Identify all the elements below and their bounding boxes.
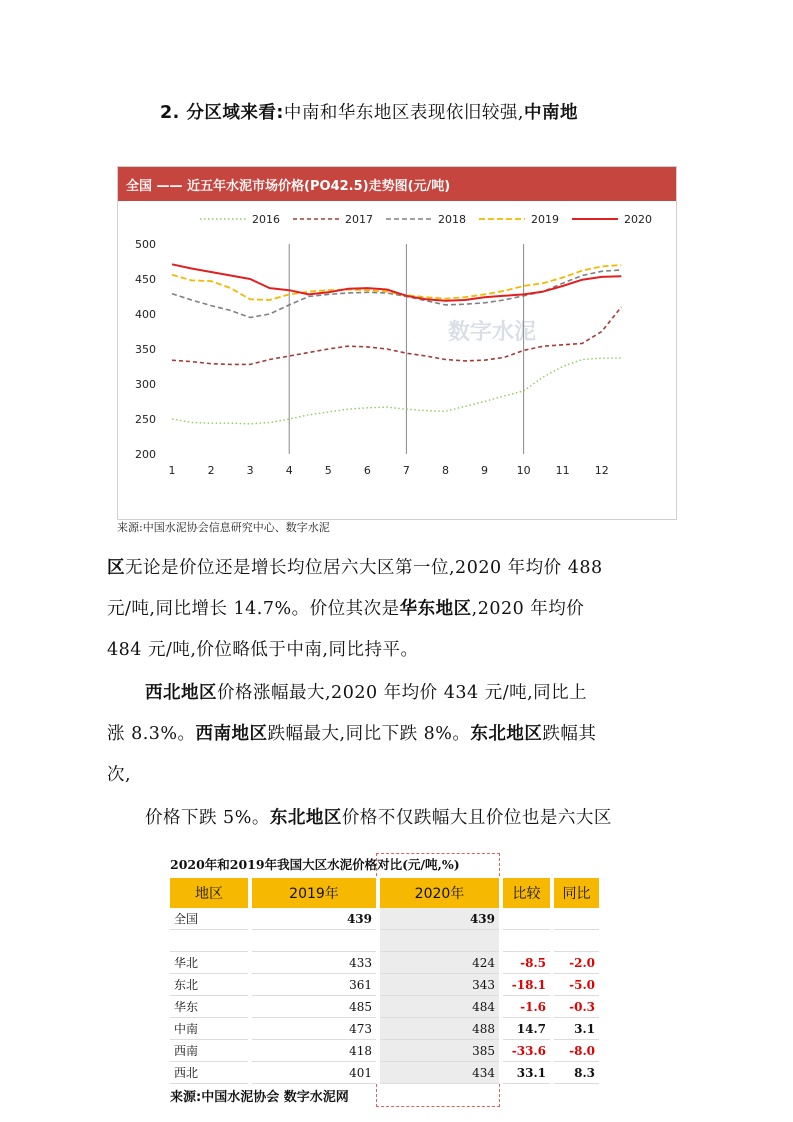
yoy-cell: -2.0 — [552, 952, 601, 974]
series-line-2017 — [172, 307, 621, 364]
legend-label-2016: 2016 — [252, 213, 280, 226]
p2-text-2c: 跌幅其 — [542, 724, 597, 744]
section-heading — [160, 101, 578, 125]
value-2020-cell: 488 — [378, 1018, 501, 1040]
yoy-cell: -0.3 — [552, 996, 601, 1018]
diff-cell: -8.5 — [501, 952, 552, 974]
yoy-cell: 3.1 — [552, 1018, 601, 1040]
legend-label-2018: 2018 — [438, 213, 466, 226]
p1-text-2a: 元/吨,同比增长 14.7%。价位其次是 — [107, 599, 400, 619]
value-2020-cell: 439 — [378, 908, 501, 930]
y-tick-label: 250 — [135, 413, 156, 426]
table-source: 来源:中国水泥协会 数字水泥网 — [170, 1090, 349, 1105]
y-tick-label: 300 — [135, 378, 156, 391]
paragraph-3 — [145, 806, 612, 830]
diff-cell — [501, 908, 552, 930]
diff-cell: 14.7 — [501, 1018, 552, 1040]
x-tick-label: 4 — [285, 464, 293, 477]
price-trend-chart — [117, 166, 677, 520]
x-tick-label: 7 — [402, 464, 410, 477]
table-row — [170, 974, 601, 996]
p3-text-b: 价格不仅跌幅大且价位也是六大区 — [341, 808, 612, 828]
paragraph-2-line-2 — [107, 722, 596, 746]
value-2019-cell: 401 — [250, 1062, 378, 1084]
region-cell: 中南 — [170, 1018, 250, 1040]
header-2020: 2020年 — [378, 878, 501, 908]
chart-source: 来源:中国水泥协会信息研究中心、数字水泥 — [117, 521, 330, 534]
x-tick-label: 9 — [481, 464, 489, 477]
chart-title: 全国 —— 近五年水泥市场价格(PO42.5)走势图(元/吨) — [126, 179, 451, 194]
table-row — [170, 930, 601, 952]
table-title: 2020年和2019年我国大区水泥价格对比(元/吨,%) — [170, 857, 460, 872]
paragraph-2-line-1 — [145, 681, 587, 705]
value-2019-cell: 439 — [250, 908, 378, 930]
table-row — [170, 1018, 601, 1040]
chart-title-bar — [118, 167, 676, 201]
p1-text-1: 无论是价位还是增长均位居六大区第一位,2020 年均价 488 — [125, 558, 603, 578]
value-2019-cell: 473 — [250, 1018, 378, 1040]
value-2019-cell — [250, 930, 378, 952]
y-tick-label: 350 — [135, 343, 156, 356]
series-line-2016 — [172, 358, 621, 424]
value-2020-cell: 343 — [378, 974, 501, 996]
yoy-cell — [552, 930, 601, 952]
x-tick-label: 5 — [324, 464, 332, 477]
header-diff: 比较 — [501, 878, 552, 908]
legend-label-2017: 2017 — [345, 213, 373, 226]
region-cell: 全国 — [170, 908, 250, 930]
heading-bold-tail: 中南地 — [523, 103, 578, 123]
region-cell: 西北 — [170, 1062, 250, 1084]
x-tick-label: 12 — [594, 464, 609, 477]
p2-text-3: 次, — [107, 765, 132, 785]
yoy-cell: 8.3 — [552, 1062, 601, 1084]
yoy-cell: -8.0 — [552, 1040, 601, 1062]
p1-bold-east: 华东地区 — [399, 599, 472, 619]
paragraph-2-line-3 — [107, 763, 131, 787]
value-2019-cell: 485 — [250, 996, 378, 1018]
p1-text-2b: ,2020 年均价 — [471, 599, 585, 619]
table-row — [170, 1062, 601, 1084]
paragraph-1-line-3 — [107, 638, 419, 662]
p2-text-2b: 跌幅最大,同比下跌 8%。 — [267, 724, 471, 744]
price-comparison-table — [170, 878, 603, 1084]
value-2019-cell: 418 — [250, 1040, 378, 1062]
value-2020-cell: 484 — [378, 996, 501, 1018]
value-2019-cell: 361 — [250, 974, 378, 996]
y-tick-label: 450 — [135, 273, 156, 286]
paragraph-1-line-2 — [107, 597, 584, 621]
p3-text-a: 价格下跌 5%。 — [145, 808, 270, 828]
region-cell: 西南 — [170, 1040, 250, 1062]
x-tick-label: 2 — [207, 464, 215, 477]
table-row — [170, 1040, 601, 1062]
region-cell: 华北 — [170, 952, 250, 974]
p2-bold-northeast: 东北地区 — [470, 724, 543, 744]
value-2020-cell: 385 — [378, 1040, 501, 1062]
diff-cell — [501, 930, 552, 952]
y-tick-label: 200 — [135, 448, 156, 461]
x-tick-label: 10 — [516, 464, 531, 477]
header-region: 地区 — [170, 878, 250, 908]
x-tick-label: 11 — [555, 464, 570, 477]
x-tick-label: 1 — [168, 464, 176, 477]
p2-bold-southwest: 西南地区 — [195, 724, 268, 744]
header-yoy: 同比 — [552, 878, 601, 908]
heading-prefix: 2. 分区域来看: — [160, 103, 284, 123]
diff-cell: -1.6 — [501, 996, 552, 1018]
table-body — [170, 908, 601, 1084]
x-tick-label: 3 — [246, 464, 254, 477]
paragraph-1-line-1 — [107, 556, 603, 580]
yoy-cell — [552, 908, 601, 930]
diff-cell: 33.1 — [501, 1062, 552, 1084]
y-tick-label: 400 — [135, 308, 156, 321]
legend-label-2019: 2019 — [531, 213, 559, 226]
p1-text-3: 484 元/吨,价位略低于中南,同比持平。 — [107, 640, 419, 660]
watermark-text: 数字水泥 — [448, 320, 537, 345]
p1-bold-region: 区 — [107, 558, 125, 578]
chart-plot — [118, 201, 676, 519]
p2-text-2a: 涨 8.3%。 — [107, 724, 196, 744]
table-row — [170, 908, 601, 930]
value-2020-cell: 424 — [378, 952, 501, 974]
region-cell: 华东 — [170, 996, 250, 1018]
p2-text-1: 价格涨幅最大,2020 年均价 434 元/吨,同比上 — [217, 683, 588, 703]
header-2019: 2019年 — [250, 878, 378, 908]
p3-bold-northeast: 东北地区 — [269, 808, 342, 828]
value-2020-cell: 434 — [378, 1062, 501, 1084]
diff-cell: -33.6 — [501, 1040, 552, 1062]
region-cell — [170, 930, 250, 952]
table-header-row — [170, 878, 601, 908]
x-tick-label: 6 — [363, 464, 371, 477]
p2-bold-northwest: 西北地区 — [145, 683, 217, 703]
table-row — [170, 952, 601, 974]
y-tick-label: 500 — [135, 238, 156, 251]
diff-cell: -18.1 — [501, 974, 552, 996]
heading-text: 中南和华东地区表现依旧较强, — [283, 103, 524, 123]
yoy-cell: -5.0 — [552, 974, 601, 996]
value-2020-cell — [378, 930, 501, 952]
table-row — [170, 996, 601, 1018]
legend-label-2020: 2020 — [624, 213, 652, 226]
region-cell: 东北 — [170, 974, 250, 996]
x-tick-label: 8 — [441, 464, 449, 477]
value-2019-cell: 433 — [250, 952, 378, 974]
